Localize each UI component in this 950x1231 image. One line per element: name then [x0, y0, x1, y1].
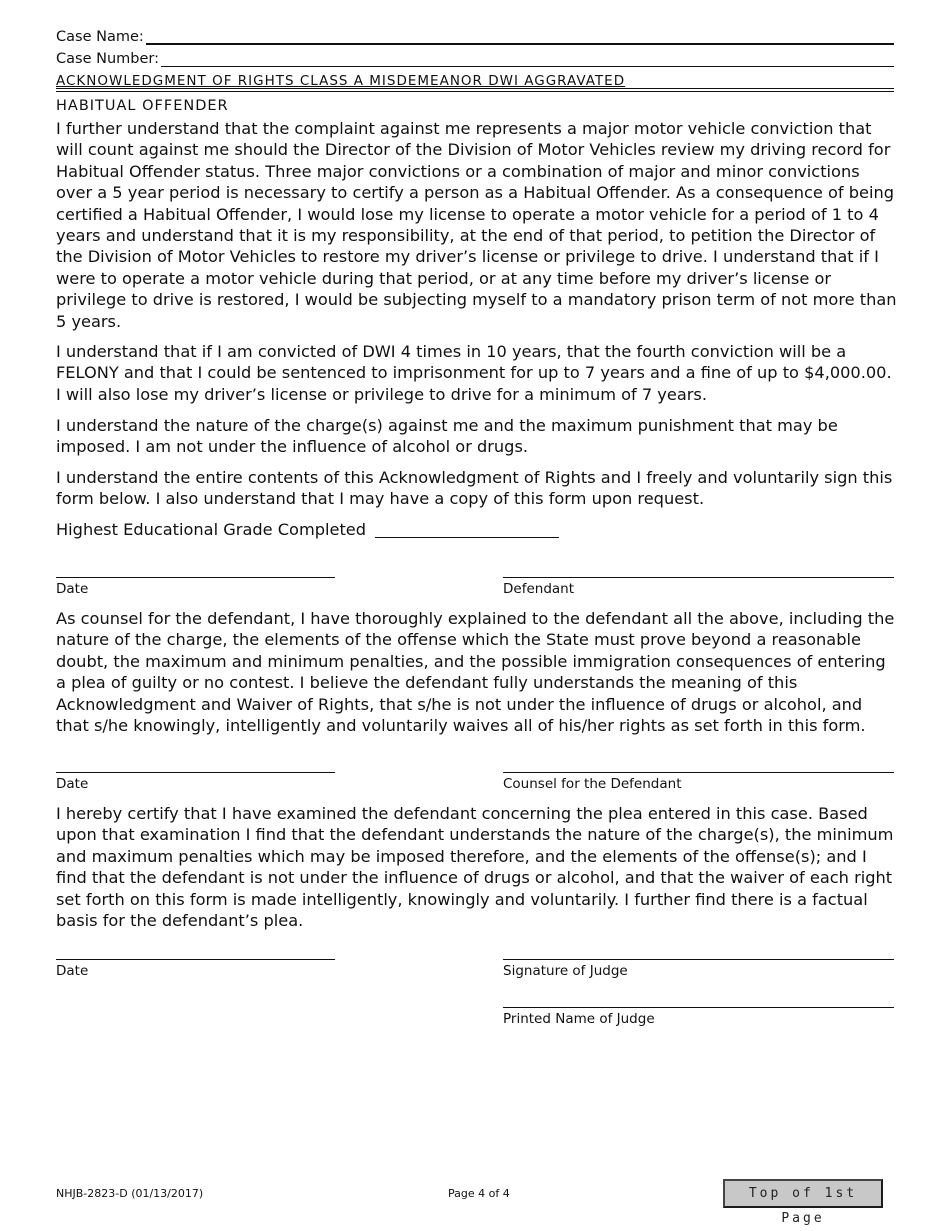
judge-date-line[interactable] [56, 959, 335, 960]
form-id: NHJB-2823-D (01/13/2017) [56, 1187, 204, 1200]
education-label: Highest Educational Grade Completed [56, 520, 367, 539]
education-input[interactable] [375, 537, 559, 538]
defendant-signature-label: Defendant [503, 581, 575, 597]
judge-certification-paragraph: I hereby certify that I have examined the defendant concerning the plea entered in this case. Based upon that examination I find that the defendant understands the nature of the charge(s), the minimum and maximum penalties which may be imposed therefore, and the elements of the offense(s); and I find that the defendant is not under the influence of drugs or alcohol, and that the waiver of each right set forth on this form is made intelligently, knowingly and voluntarily. I further find there is a factual basis for the defendant’s plea. [56, 804, 894, 931]
case-name-label: Case Name: [56, 29, 144, 45]
page-number: Page 4 of 4 [448, 1187, 510, 1200]
counsel-signature-line[interactable] [503, 772, 894, 773]
defendant-date-line[interactable] [56, 577, 335, 578]
judge-date-label: Date [56, 963, 89, 979]
case-name-field[interactable] [146, 43, 894, 45]
top-of-first-page-button[interactable]: Top of 1st Page [723, 1179, 883, 1208]
judge-printed-name-label: Printed Name of Judge [503, 1011, 655, 1027]
title-rule-1 [56, 88, 894, 89]
form-subtitle: HABITUAL OFFENDER [56, 98, 229, 114]
felony-paragraph: I understand that if I am convicted of DWI 4 times in 10 years, that the fourth conviction will be a FELONY and that I could be sentenced to imprisonment for up to 7 years and a fine of up to $4,000.00. I will also lose my driver’s license or privilege to drive for a minimum of 7 years. [56, 342, 892, 404]
defendant-date-label: Date [56, 581, 89, 597]
counsel-signature-label: Counsel for the Defendant [503, 776, 682, 792]
case-number-field[interactable] [161, 66, 894, 67]
judge-printed-name-line[interactable] [503, 1007, 894, 1008]
counsel-date-label: Date [56, 776, 89, 792]
case-number-label: Case Number: [56, 51, 159, 67]
form-title: ACKNOWLEDGMENT OF RIGHTS CLASS A MISDEMEANOR DWI AGGRAVATED [56, 73, 626, 89]
title-rule-2 [56, 91, 894, 92]
habitual-offender-paragraph: I further understand that the complaint against me represents a major motor vehicle conviction that will count against me should the Director of the Division of Motor Vehicles review my driving record for Habitual Offender status. Three major convictions or a combination of major and minor convictions over a 5 year period is necessary to certify a person as a Habitual Offender. As a consequence of being certified a Habitual Offender, I would lose my license to operate a motor vehicle for a period of 1 to 4 years and understand that it is my responsibility, at the end of that period, to petition the Director of the Division of Motor Vehicles to restore my driver’s license or privilege to drive. I understand that if I were to operate a motor vehicle during that period, or at any time before my driver’s license or privilege to drive is restored, I would be subjecting myself to a mandatory prison term of not more than 5 years. [56, 119, 897, 331]
counsel-date-line[interactable] [56, 772, 335, 773]
judge-signature-label: Signature of Judge [503, 963, 628, 979]
entire-contents-paragraph: I understand the entire contents of this Acknowledgment of Rights and I freely and voluntarily sign this form below. I also understand that I may have a copy of this form upon request. [56, 468, 893, 509]
counsel-paragraph: As counsel for the defendant, I have thoroughly explained to the defendant all the above, including the nature of the charge, the elements of the offense which the State must prove beyond a reasonable doubt, the maximum and minimum penalties, and the possible immigration consequences of entering a plea of guilty or no contest. I believe the defendant fully understands the meaning of this Acknowledgment and Waiver of Rights, that s/he is not under the influence of drugs or alcohol, and that s/he knowingly, intelligently and voluntarily waives all of his/her rights as set forth in this form. [56, 609, 895, 736]
defendant-signature-line[interactable] [503, 577, 894, 578]
nature-of-charge-paragraph: I understand the nature of the charge(s) against me and the maximum punishment that may be imposed. I am not under the influence of alcohol or drugs. [56, 416, 838, 457]
judge-signature-line[interactable] [503, 959, 894, 960]
